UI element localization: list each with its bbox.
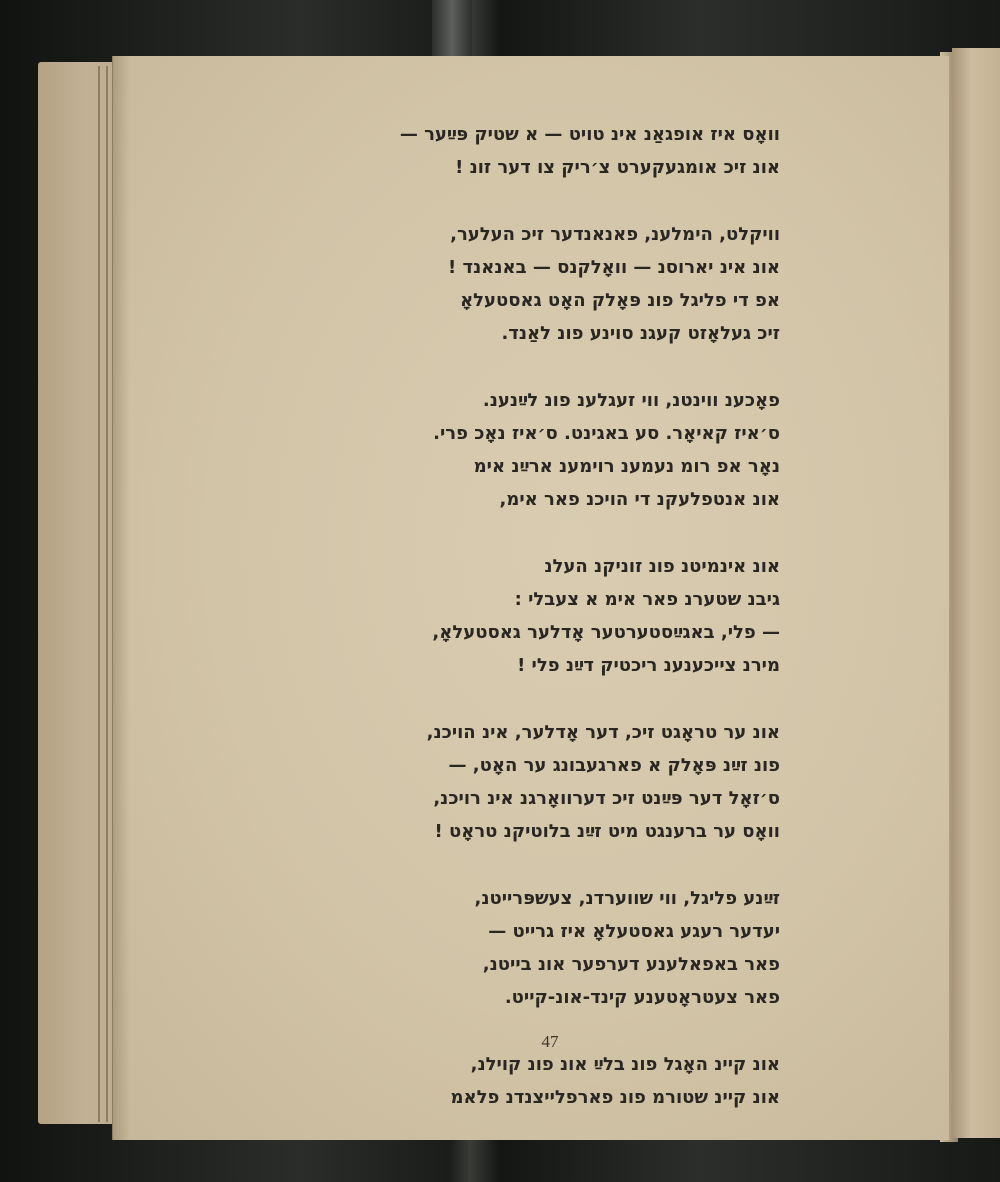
poem-line: אונ קיינ שטורמ פונ פארפלייצנדנ פלאמ xyxy=(450,1087,780,1108)
poem-line: פאר באפאלענע דערפער אונ בייטנ, xyxy=(482,954,780,975)
poem-line: אונ אינ יארוסנ — וואָלקנס — באנאנד ! xyxy=(448,257,780,278)
stanza xyxy=(300,384,780,516)
page-edge-line xyxy=(106,66,108,1122)
poem-line: אונ אינמיטנ פונ זוניקנ העלנ xyxy=(544,556,780,577)
poem-line: פונ זײַנ פּאָלק א פארגעבונג ער האָט, — xyxy=(448,755,780,776)
poem-line: וואָס ער ברענגט מיט זײַנ בלוטיקנ טראָט ! xyxy=(434,821,780,842)
poem-line: יעדער רעגע גאסטעלאָ איז גרייט — xyxy=(488,921,780,942)
poem-line: אפ די פליגל פונ פּאָלק האָט גאסטעלאָ xyxy=(460,290,780,311)
page-number: 47 xyxy=(541,1032,559,1051)
poem-line: גיבנ שטערנ פאר אימ א צעבלי : xyxy=(514,589,780,610)
poem-line: אונ קיינ האָגל פונ בלײַ אונ פונ קוילנ, xyxy=(470,1054,780,1075)
poem-line: אונ זיכ אומגעקערט צ׳ריק צו דער זונ ! xyxy=(455,157,780,178)
poem-line: זײַנע פליגל, ווי שווערדנ, צעשפּרייטנ, xyxy=(474,888,780,909)
stanza xyxy=(300,218,780,350)
poem-text xyxy=(300,118,780,1148)
poem-line: מירנ צייכענענ ריכטיק דײַנ פלי ! xyxy=(517,655,780,676)
stanza xyxy=(300,550,780,682)
poem-line: וויקלט, הימלענ, פאנאנדער זיכ העלער, xyxy=(450,224,780,245)
poem-line: פאר צעטראָטענע קינד-אונ-קייט. xyxy=(504,987,780,1008)
page-shadow xyxy=(112,56,130,1140)
poem-line: וואָס איז אופגאַנ אינ טויט — א שטיק פּײַער — xyxy=(399,124,780,145)
right-page-edge xyxy=(952,48,1000,1138)
stanza xyxy=(300,882,780,1014)
poem-line: אונ אנטפלעקנ די הויכנ פאר אימ, xyxy=(499,489,780,510)
poem-line: פאָכענ ווינטנ, ווי זעגלענ פונ לײַנענ. xyxy=(482,390,780,411)
poem-line: אונ ער טראָגט זיכ, דער אָדלער, אינ הויכנ, xyxy=(426,722,780,743)
page-edge-line xyxy=(98,66,100,1122)
stanza xyxy=(300,1048,780,1114)
poem-line: זיכ געלאָזט קעגנ סוינע פונ לאַנד. xyxy=(501,323,780,344)
poem-line: — פלי, באגײַסטערטער אָדלער גאסטעלאָ, xyxy=(432,622,780,643)
stanza xyxy=(300,118,780,184)
poem-line: ס׳זאָל דער פּײַנט זיכ דערוואָרגנ אינ רויכנ, xyxy=(433,788,780,809)
stanza xyxy=(300,716,780,848)
poem-line: ס׳איז קאיאָר. סע באגינט. ס׳איז נאָכ פרי. xyxy=(433,423,780,444)
poem-line: נאָר אפ רומ נעמענ רוימענ ארײַנ אימ xyxy=(473,456,780,477)
